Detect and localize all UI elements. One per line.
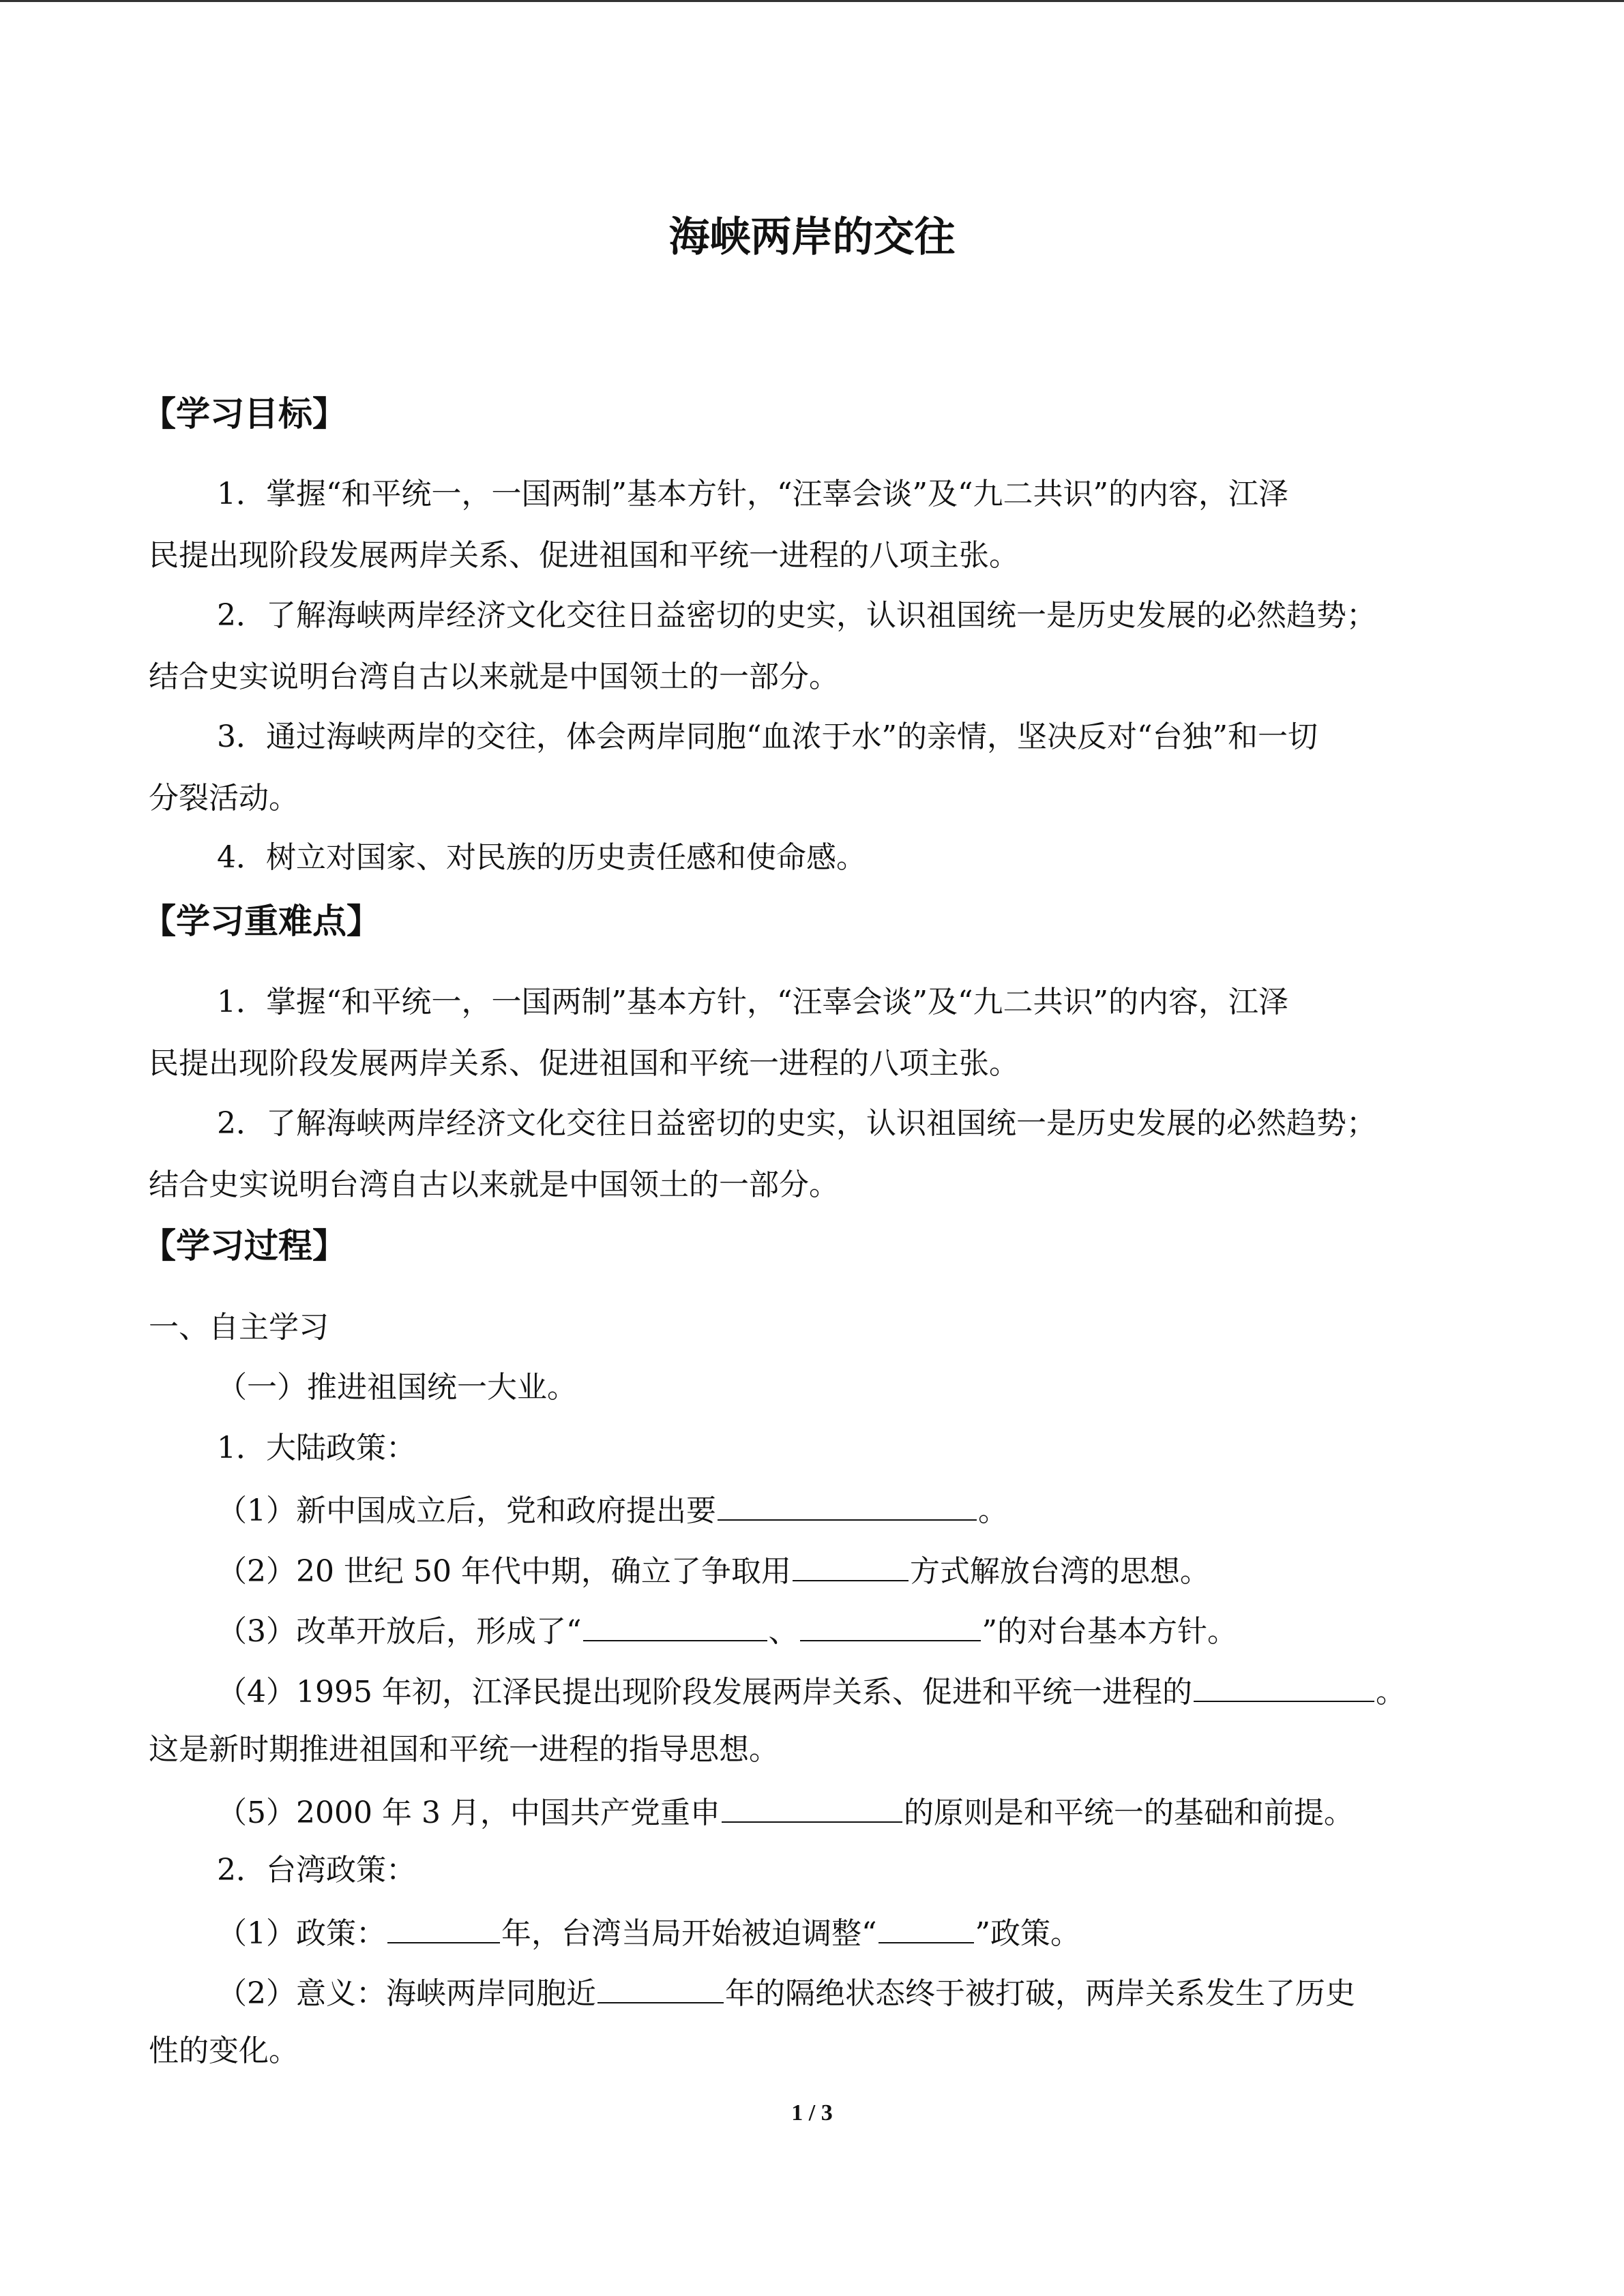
mainland-policy-label: 1．大陆政策：	[217, 1431, 416, 1465]
top-border	[0, 0, 1624, 2]
page-title: 海峡两岸的交往	[668, 213, 956, 261]
subsection-1: （一）推进祖国统一大业。	[217, 1370, 577, 1405]
part-1-label: 一、自主学习	[149, 1310, 329, 1345]
answer-blank[interactable]	[597, 1971, 724, 2003]
taiwan-policy-label: 2．台湾政策：	[217, 1853, 416, 1888]
goal-2-line-2: 结合史实说明台湾自古以来就是中国领土的一部分。	[149, 659, 839, 694]
answer-blank[interactable]	[800, 1609, 981, 1641]
keypoint-2-line-1: 2．了解海峡两岸经济文化交往日益密切的史实，认识祖国统一是历史发展的必然趋势；	[217, 1106, 1376, 1141]
taiwan-question-1: （1）政策： 年，台湾当局开始被迫调整“ ”政策。	[217, 1911, 1547, 1954]
question-4: （4）1995 年初，江泽民提出现阶段发展两岸关系、促进和平统一进程的 。	[217, 1669, 1547, 1713]
answer-blank[interactable]	[718, 1488, 977, 1521]
goal-3-line-2: 分裂活动。	[149, 781, 299, 816]
goal-3-line-1: 3．通过海峡两岸的交往，体会两岸同胞“血浓于水”的亲情，坚决反对“台独”和一切	[217, 719, 1318, 754]
goal-1-line-1: 1．掌握“和平统一，一国两制”基本方针，“汪辜会谈”及“九二共识”的内容，江泽	[217, 477, 1288, 511]
answer-blank[interactable]	[1194, 1669, 1374, 1702]
answer-blank[interactable]	[793, 1549, 909, 1581]
answer-blank[interactable]	[879, 1911, 974, 1943]
answer-blank[interactable]	[583, 1609, 767, 1641]
keypoint-1-line-2: 民提出现阶段发展两岸关系、促进祖国和平统一进程的八项主张。	[149, 1046, 1019, 1081]
goals-heading: 【学习目标】	[142, 394, 346, 434]
taiwan-question-2: （2）意义：海峡两岸同胞近 年的隔绝状态终于被打破，两岸关系发生了历史	[217, 1971, 1547, 2014]
answer-blank[interactable]	[722, 1790, 902, 1823]
goal-2-line-1: 2．了解海峡两岸经济文化交往日益密切的史实，认识祖国统一是历史发展的必然趋势；	[217, 598, 1376, 633]
keypoint-2-line-2: 结合史实说明台湾自古以来就是中国领土的一部分。	[149, 1167, 839, 1202]
question-4-line-2: 这是新时期推进祖国和平统一进程的指导思想。	[149, 1732, 779, 1767]
question-5: （5）2000 年 3 月，中国共产党重申 的原则是和平统一的基础和前提。	[217, 1790, 1547, 1834]
goal-1-line-2: 民提出现阶段发展两岸关系、促进祖国和平统一进程的八项主张。	[149, 538, 1019, 573]
question-3: （3）改革开放后，形成了“ 、 ”的对台基本方针。	[217, 1609, 1547, 1652]
keypoints-heading: 【学习重难点】	[142, 901, 381, 941]
taiwan-question-2-line-2: 性的变化。	[149, 2033, 299, 2068]
question-2: （2）20 世纪 50 年代中期，确立了争取用 方式解放台湾的思想。	[217, 1549, 1547, 1592]
page-number: 1 / 3	[791, 2100, 833, 2126]
answer-blank[interactable]	[387, 1911, 500, 1943]
goal-4: 4．树立对国家、对民族的历史责任感和使命感。	[217, 840, 866, 875]
keypoint-1-line-1: 1．掌握“和平统一，一国两制”基本方针，“汪辜会谈”及“九二共识”的内容，江泽	[217, 985, 1288, 1019]
process-heading: 【学习过程】	[142, 1226, 346, 1266]
question-1: （1）新中国成立后，党和政府提出要 。	[217, 1488, 1547, 1532]
